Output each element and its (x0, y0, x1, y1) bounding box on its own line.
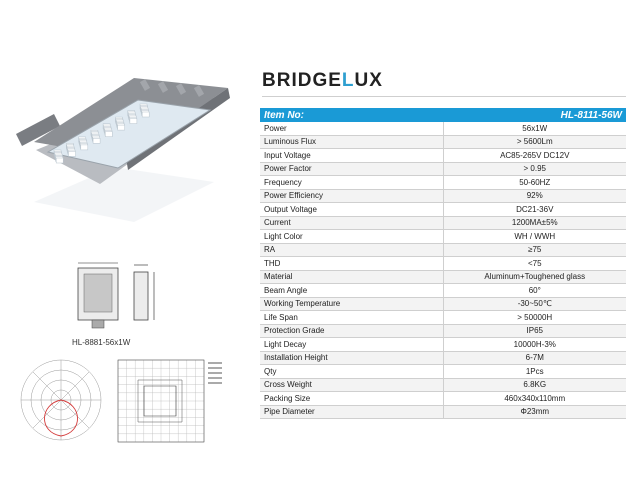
spec-label: Life Span (260, 311, 443, 325)
table-row (260, 149, 626, 163)
led-chip (81, 145, 88, 150)
spec-label: Installation Height (260, 351, 443, 365)
table-row (260, 392, 626, 406)
spec-value: > 5600Lm (443, 135, 626, 149)
table-row (260, 216, 626, 230)
spec-label: Luminous Flux (260, 135, 443, 149)
led-chip (56, 158, 63, 163)
illuminance-grid-chart (114, 356, 232, 446)
table-row (260, 176, 626, 190)
table-row (260, 284, 626, 298)
spec-value: Φ23mm (443, 405, 626, 419)
spec-value: 1Pcs (443, 365, 626, 379)
spec-label: Packing Size (260, 392, 443, 406)
table-row (260, 243, 626, 257)
spec-label: Cross Weight (260, 378, 443, 392)
spec-value: ≥75 (443, 243, 626, 257)
table-row (260, 162, 626, 176)
spec-value: <75 (443, 257, 626, 271)
spec-label: Power (260, 122, 443, 135)
table-row (260, 189, 626, 203)
brand-divider (262, 96, 626, 97)
spec-label: Frequency (260, 176, 443, 190)
spec-value: 460x340x110mm (443, 392, 626, 406)
table-row (260, 351, 626, 365)
spec-label: Qty (260, 365, 443, 379)
item-no-value: HL-8111-56W (443, 108, 626, 122)
spec-value: 6-7M (443, 351, 626, 365)
table-row (260, 311, 626, 325)
led-chip (118, 125, 125, 130)
table-row (260, 405, 626, 419)
spec-value: 1200MA±5% (443, 216, 626, 230)
spec-value: 56x1W (443, 122, 626, 135)
spec-label: Power Factor (260, 162, 443, 176)
table-row (260, 135, 626, 149)
spec-table (260, 108, 626, 419)
spec-value: > 0.95 (443, 162, 626, 176)
polar-distribution-diagram (10, 354, 112, 446)
spec-value: > 50000H (443, 311, 626, 325)
spec-value: IP65 (443, 324, 626, 338)
table-row (260, 230, 626, 244)
spec-value: Aluminum+Toughened glass (443, 270, 626, 284)
table-row (260, 257, 626, 271)
spec-value: DC21-36V (443, 203, 626, 217)
spec-label: Output Voltage (260, 203, 443, 217)
spec-label: Working Temperature (260, 297, 443, 311)
led-chip (105, 132, 112, 137)
spec-value: WH / WWH (443, 230, 626, 244)
spec-label: Light Color (260, 230, 443, 244)
brand-logo: BRIDGELUX (262, 70, 383, 91)
spec-label: Beam Angle (260, 284, 443, 298)
table-row (260, 324, 626, 338)
table-row (260, 365, 626, 379)
dimension-drawing (76, 260, 166, 330)
led-chip (142, 112, 149, 117)
spec-label: Power Efficiency (260, 189, 443, 203)
spec-label: Light Decay (260, 338, 443, 352)
table-row (260, 270, 626, 284)
spec-table-header (260, 108, 626, 122)
spec-label: Protection Grade (260, 324, 443, 338)
spec-label: RA (260, 243, 443, 257)
led-chip (130, 119, 137, 124)
spec-value: 50-60HZ (443, 176, 626, 190)
spec-label: Material (260, 270, 443, 284)
table-row (260, 297, 626, 311)
spec-value: 6.8KG (443, 378, 626, 392)
table-row (260, 122, 626, 135)
spec-label: Pipe Diameter (260, 405, 443, 419)
led-chip (93, 138, 100, 143)
spec-label: THD (260, 257, 443, 271)
spec-value: -30~50℃ (443, 297, 626, 311)
table-row (260, 338, 626, 352)
item-no-label: Item No: (260, 108, 443, 122)
spec-value: AC85-265V DC12V (443, 149, 626, 163)
model-caption: HL-8881-56x1W (72, 338, 131, 347)
spec-value: 10000H-3% (443, 338, 626, 352)
table-row (260, 203, 626, 217)
spec-label: Current (260, 216, 443, 230)
spec-value: 60° (443, 284, 626, 298)
spec-label: Input Voltage (260, 149, 443, 163)
led-chip (69, 151, 76, 156)
table-row (260, 378, 626, 392)
spec-value: 92% (443, 189, 626, 203)
streetlight-photo (14, 72, 240, 232)
